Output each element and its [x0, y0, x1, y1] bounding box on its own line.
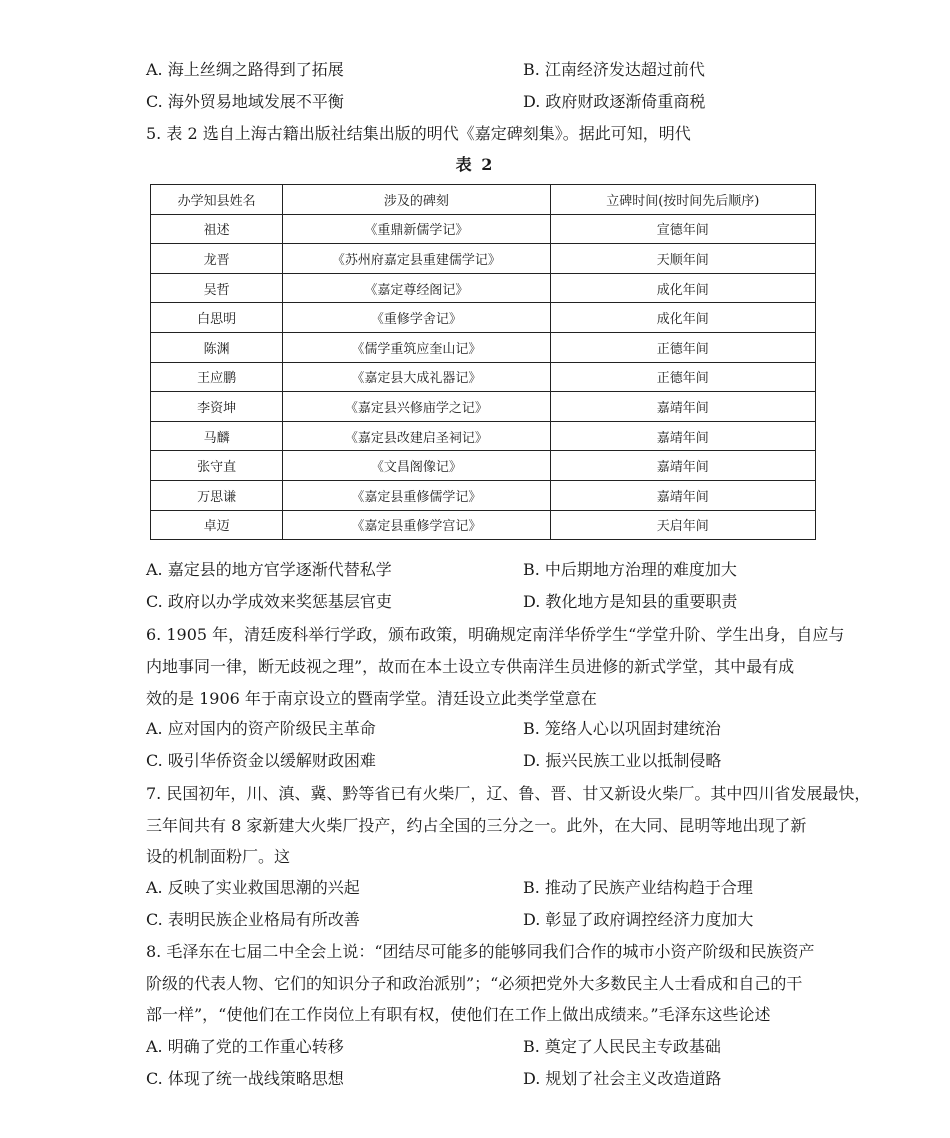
table-row	[151, 303, 816, 333]
table-cell: 李资坤	[151, 392, 283, 422]
q5-option-a: A. 嘉定县的地方官学逐渐代替私学	[146, 560, 392, 579]
q8-option-c: C. 体现了统一战线策略思想	[146, 1069, 344, 1088]
table-cell: 嘉靖年间	[550, 480, 815, 510]
table-cell: 《重修学舍记》	[283, 303, 550, 333]
table-cell: 《文昌阁像记》	[283, 451, 550, 481]
data-table	[150, 184, 816, 540]
table-cell: 正德年间	[550, 362, 815, 392]
table-cell: 《嘉定县重修学宫记》	[283, 510, 550, 540]
table-cell: 祖述	[151, 214, 283, 244]
table-row	[151, 480, 816, 510]
q5-stem: 5. 表 2 选自上海古籍出版社结集出版的明代《嘉定碑刻集》。据此可知，明代	[146, 124, 691, 143]
table-cell: 《嘉定县兴修庙学之记》	[283, 392, 550, 422]
table-cell: 吴哲	[151, 273, 283, 303]
q6-option-a: A. 应对国内的资产阶级民主革命	[146, 719, 376, 738]
table-row	[151, 214, 816, 244]
q6-option-c: C. 吸引华侨资金以缓解财政困难	[146, 751, 376, 770]
table-cell: 成化年间	[550, 303, 815, 333]
q7-option-d: D. 彰显了政府调控经济力度加大	[523, 910, 754, 929]
q8-option-d: D. 规划了社会主义改造道路	[523, 1069, 722, 1088]
q6-line-1: 6. 1905 年，清廷废科举行学政，颁布政策，明确规定南洋华侨学生“学堂升阶、学生出身，自应与	[146, 625, 845, 644]
q7-option-b: B. 推动了民族产业结构趋于合理	[523, 878, 753, 897]
table-cell: 卓迈	[151, 510, 283, 540]
q6-option-b: B. 笼络人心以巩固封建统治	[523, 719, 721, 738]
table-cell: 白思明	[151, 303, 283, 333]
q6-line-3: 效的是 1906 年于南京设立的暨南学堂。清廷设立此类学堂意在	[146, 689, 597, 708]
q5-option-c: C. 政府以办学成效来奖惩基层官吏	[146, 592, 392, 611]
table-cell: 《重鼎新儒学记》	[283, 214, 550, 244]
table-row	[151, 362, 816, 392]
q8-line-3: 部一样”，“使他们在工作岗位上有职有权，使他们在工作上做出成绩来。”毛泽东这些论述	[146, 1005, 771, 1024]
table-header: 办学知县姓名	[151, 185, 283, 215]
q8-line-1: 8. 毛泽东在七届二中全会上说：“团结尽可能多的能够同我们合作的城市小资产阶级和民族资产	[146, 942, 815, 961]
table-cell: 嘉靖年间	[550, 451, 815, 481]
q7-line-3: 设的机制面粉厂。这	[146, 847, 291, 866]
table-cell: 宣德年间	[550, 214, 815, 244]
table-cell: 《嘉定县大成礼器记》	[283, 362, 550, 392]
table-row	[151, 510, 816, 540]
table-row	[151, 392, 816, 422]
table-row	[151, 273, 816, 303]
table-header: 涉及的碑刻	[283, 185, 550, 215]
table-cell: 天顺年间	[550, 244, 815, 274]
table-cell: 龙晋	[151, 244, 283, 274]
q7-option-c: C. 表明民族企业格局有所改善	[146, 910, 360, 929]
q6-option-d: D. 振兴民族工业以抵制侵略	[523, 751, 722, 770]
q7-line-1: 7. 民国初年，川、滇、冀、黔等省已有火柴厂，辽、鲁、晋、甘又新设火柴厂。其中四川省发展最快，	[146, 784, 871, 803]
table-cell: 天启年间	[550, 510, 815, 540]
table-cell: 正德年间	[550, 332, 815, 362]
table-cell: 《嘉定尊经阁记》	[283, 273, 550, 303]
table-cell: 张守直	[151, 451, 283, 481]
table-cell: 万思谦	[151, 480, 283, 510]
table-cell: 《嘉定县重修儒学记》	[283, 480, 550, 510]
q4-option-d: D. 政府财政逐渐倚重商税	[523, 92, 706, 111]
table-row	[151, 421, 816, 451]
q5-option-d: D. 教化地方是知县的重要职责	[523, 592, 738, 611]
table-caption: 表 2	[455, 155, 495, 174]
q6-line-2: 内地事同一律，断无歧视之理”，故而在本土设立专供南洋生员进修的新式学堂，其中最有成	[146, 657, 795, 676]
q8-option-b: B. 奠定了人民民主专政基础	[523, 1037, 721, 1056]
table-row	[151, 332, 816, 362]
table-row	[151, 244, 816, 274]
table-cell: 嘉靖年间	[550, 421, 815, 451]
q7-option-a: A. 反映了实业救国思潮的兴起	[146, 878, 360, 897]
table-cell: 嘉靖年间	[550, 392, 815, 422]
table-row	[151, 451, 816, 481]
table-header: 立碑时间(按时间先后顺序)	[550, 185, 815, 215]
table-cell: 《苏州府嘉定县重建儒学记》	[283, 244, 550, 274]
q8-line-2: 阶级的代表人物、它们的知识分子和政治派别”；“必须把党外大多数民主人士看成和自己的干	[146, 974, 803, 993]
table-cell: 马麟	[151, 421, 283, 451]
q4-option-a: A. 海上丝绸之路得到了拓展	[146, 60, 344, 79]
table-cell: 《儒学重筑应奎山记》	[283, 332, 550, 362]
table-cell: 王应鹏	[151, 362, 283, 392]
q7-line-2: 三年间共有 8 家新建大火柴厂投产，约占全国的三分之一。此外，在大同、昆明等地出现了新	[146, 816, 807, 835]
table-cell: 成化年间	[550, 273, 815, 303]
table-header-row	[151, 185, 816, 215]
q5-option-b: B. 中后期地方治理的难度加大	[523, 560, 737, 579]
table-cell: 陈渊	[151, 332, 283, 362]
q8-option-a: A. 明确了党的工作重心转移	[146, 1037, 344, 1056]
q4-option-c: C. 海外贸易地域发展不平衡	[146, 92, 344, 111]
table-cell: 《嘉定县改建启圣祠记》	[283, 421, 550, 451]
q4-option-b: B. 江南经济发达超过前代	[523, 60, 705, 79]
